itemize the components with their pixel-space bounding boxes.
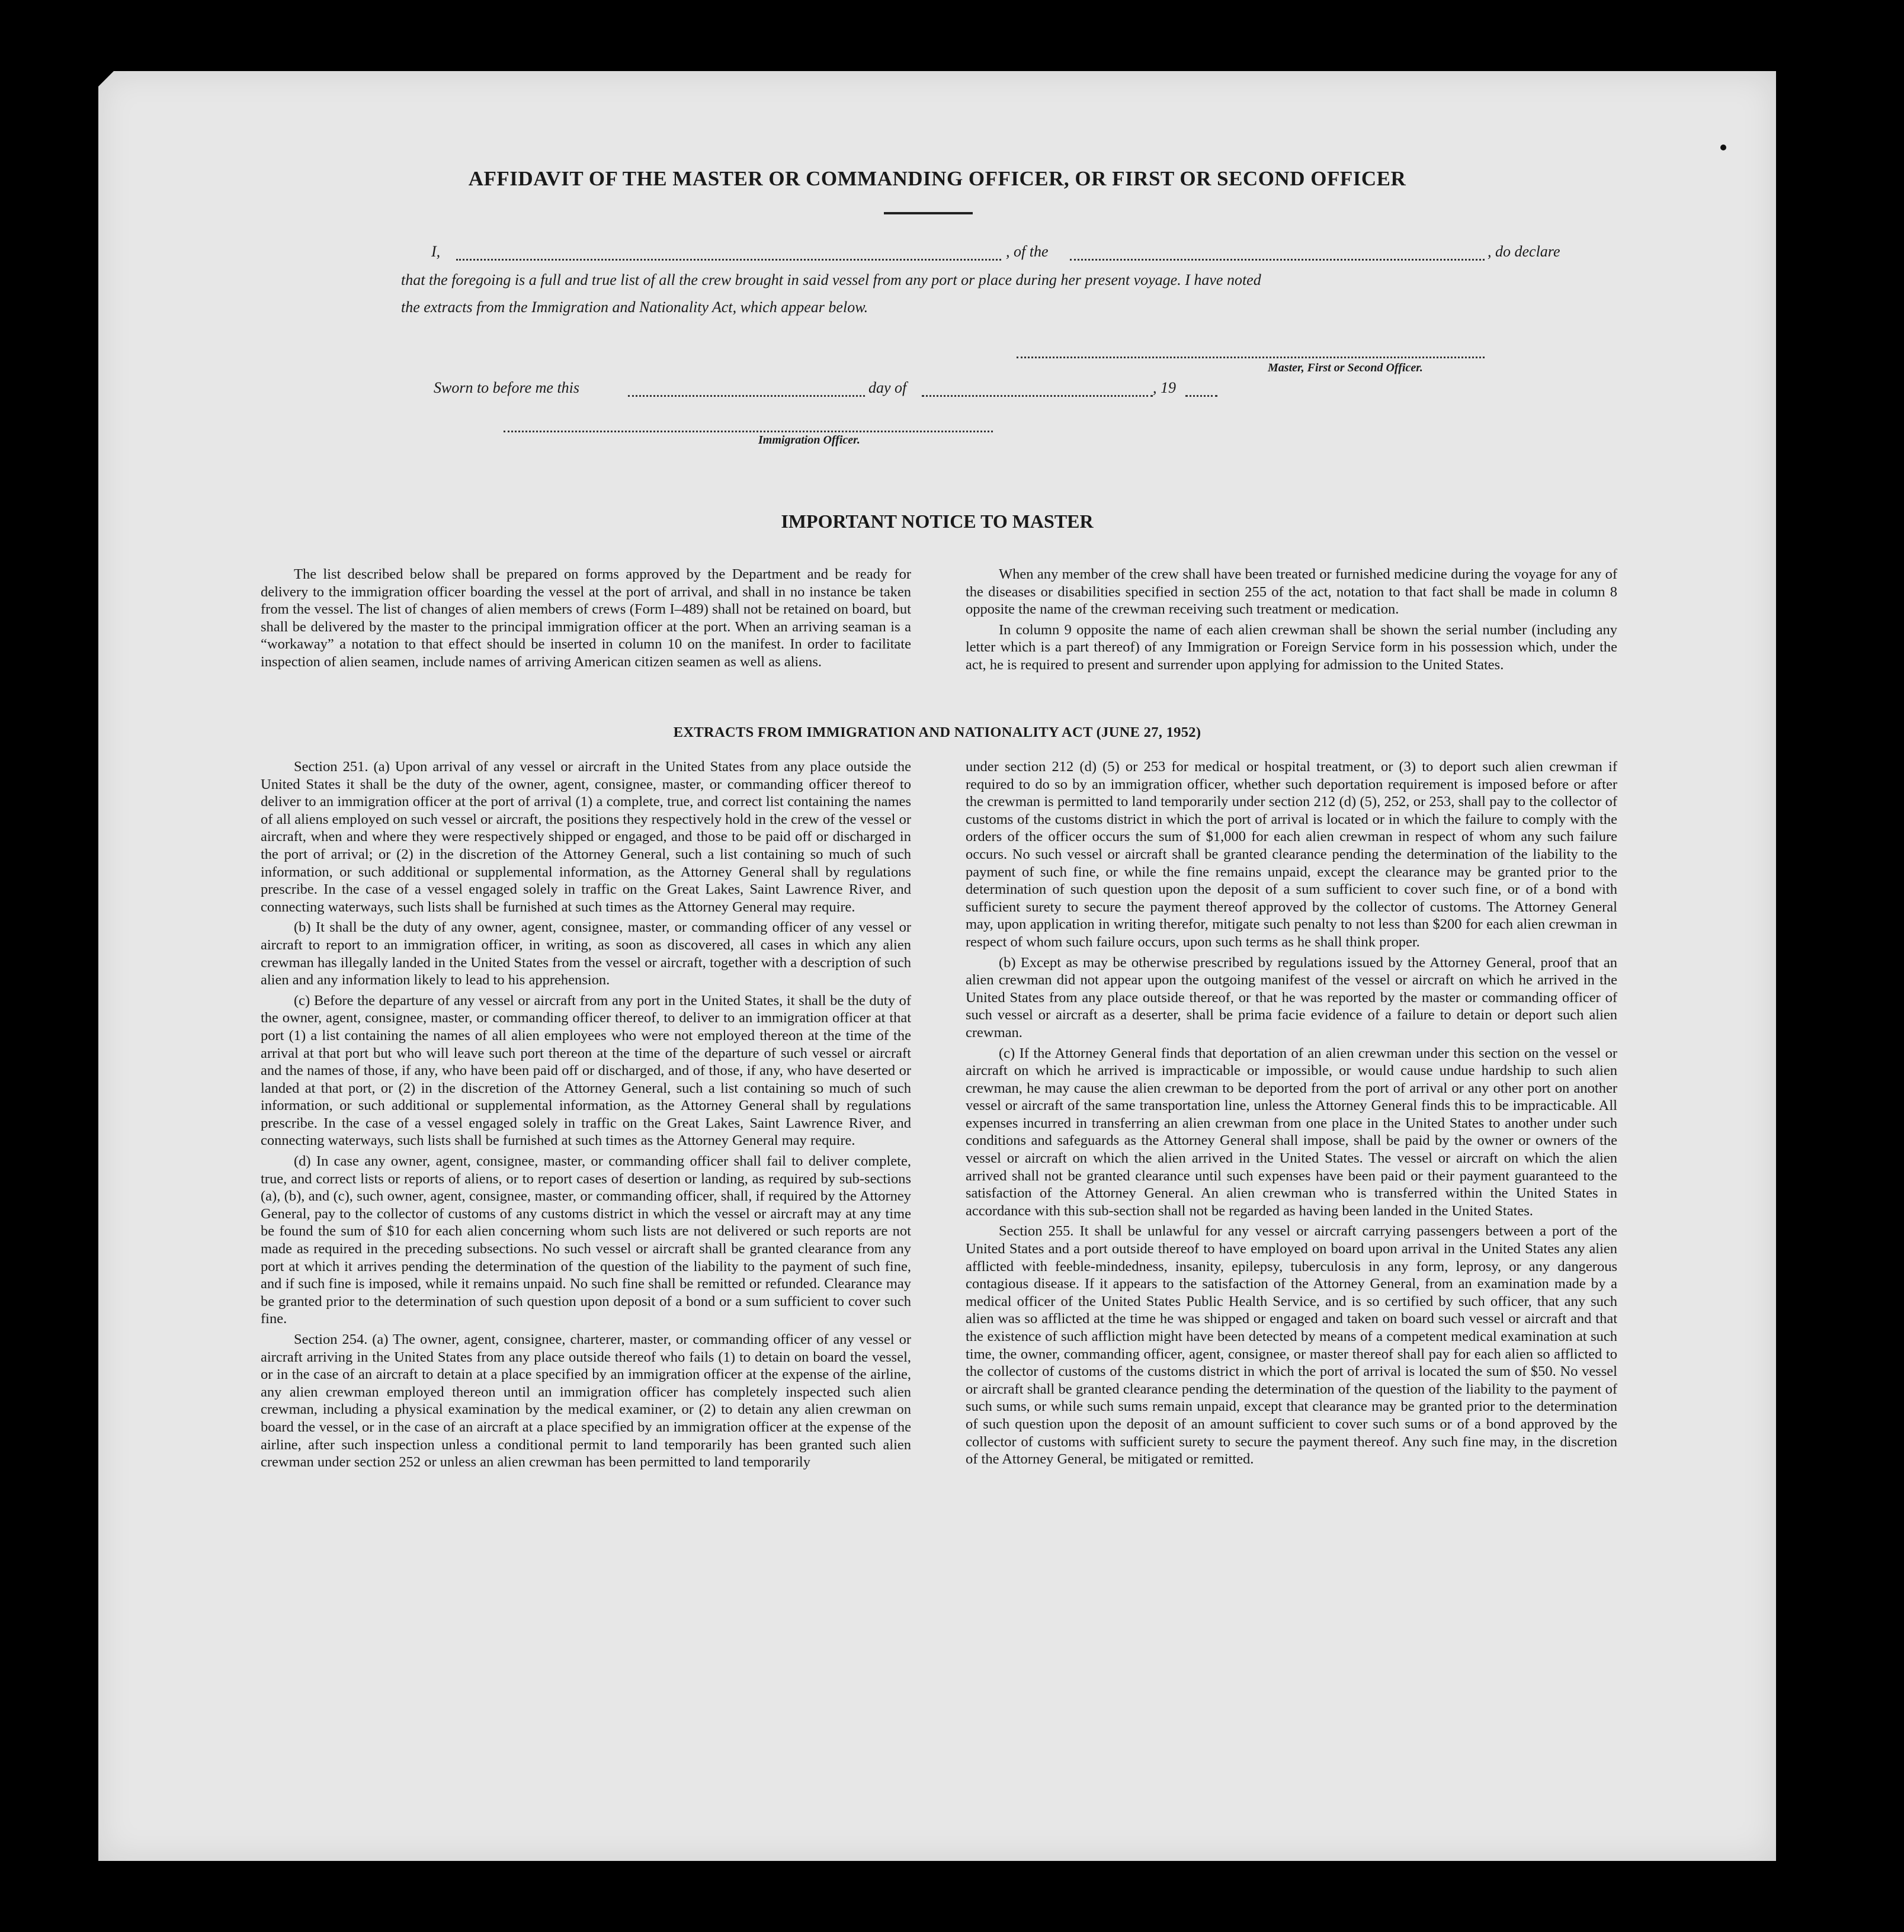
section-251-b: (b) It shall be the duty of any owner, agent, consignee, master, or commanding officer of any vessel or aircraft to report to an immigration officer, in writing, as soon as discovered, all cases in which any alien crewman has illegally landed in the United States from the vessel or aircraft, together with a description of such alien and any information likely to lead to his apprehension. bbox=[261, 919, 911, 989]
title-underline bbox=[884, 212, 973, 214]
section-254-a-continued: under section 212 (d) (5) or 253 for medical or hospital treatment, or (3) to deport such alien crewman if required to do so by an immigration officer, whether such deportation requirement is imposed before or after the crewman is permitted to land temporarily under section 212 (d) (5), 252, or 253, shall pay to the collector of customs of the customs district in which the port of arrival is located or in which the failure to comply with the orders of the officer occurs the sum of $1,000 for each alien crewman in respect of whom any such failure occurs. No such vessel or aircraft shall be granted clearance pending the determination of the liability to the payment of such fine, or while the fine remains unpaid, except the clearance may be granted prior to the determination of such question upon the deposit of a sum sufficient to cover such fine, or of a bond with sufficient surety to secure the payment thereof approved by the collector of customs. The Attorney General may, upon application in writing therefor, mitigate such penalty to not less than $200 for each alien crewman in respect of whom such failure occurs, upon such terms as he shall think proper. bbox=[966, 759, 1617, 950]
vessel-name-field[interactable] bbox=[1070, 259, 1485, 261]
officer-signature-caption: Immigration Officer. bbox=[758, 434, 860, 447]
section-255: Section 255. It shall be unlawful for any vessel or aircraft carrying passengers between a port of the United States and a port outside thereof to have employed on board upon arrival in the United States any alien afflicted with feeble-mindedness, insanity, epilepsy, tuberculosis in any form, leprosy, or any dangerous contagious disease. If it appears to the satisfaction of the Attorney General, from an examination made by a medical officer of the United States Public Health Service, and is so certified by such officer, that any such alien was so afflicted at the time he was shipped or engaged and taken on board such vessel or aircraft and that the existence of such affliction might have been detected by means of a competent medical examination at such time, the owner, commanding officer, agent, consignee, or master thereof shall pay for each alien so afflicted to the collector of customs of the customs district in which the port of arrival is located the sum of $50. No vessel or aircraft shall be granted clearance pending the determination of the question of the liability to the payment of such sums, or while such sums remain unpaid, except that clearance may be granted prior to the determination of such question upon the deposit of an amount sufficient to cover such sums or of a bond approved by the collector of customs with sufficient surety to secure the payment thereof. Any such fine may, in the discretion of the Attorney General, be mitigated or remitted. bbox=[966, 1223, 1617, 1468]
notice-right-paragraph-2: In column 9 opposite the name of each alien crewman shall be shown the serial number (including any letter which is a part thereof) of any Immigration or Foreign Service form in his possession which, under the act, he is required to present and surrender upon applying for admission to the United States. bbox=[966, 621, 1617, 673]
notice-left-column bbox=[261, 566, 911, 674]
document-page bbox=[98, 71, 1776, 1861]
section-251-d: (d) In case any owner, agent, consignee, master, or commanding officer shall fail to deliver complete, true, and correct lists or reports of aliens, or to report cases of desertion or landing, as required by sub-sections (a), (b), and (c), such owner, agent, consignee, master, or commanding officer, shall, if required by the Attorney General, pay to the collector of customs of any customs district in which the vessel or aircraft may at any time be found the sum of $10 for each alien concerning whom such lists are not delivered or such reports are not made as required in the preceding subsections. No such vessel or aircraft shall be granted clearance from any port at which it arrives pending the determination of the question of the liability to the payment of such fine, and if such fine is imposed, while it remains unpaid. No such fine shall be remitted or refunded. Clearance may be granted prior to the determination of such question upon deposit of a bond or a sum sufficient to cover such fine. bbox=[261, 1153, 911, 1327]
sworn-year-field[interactable] bbox=[1185, 395, 1217, 397]
extracts-left-column bbox=[261, 758, 911, 1474]
extracts-title: EXTRACTS FROM IMMIGRATION AND NATIONALITY ACT (JUNE 27, 1952) bbox=[673, 724, 1201, 740]
notice-right-paragraph-1: When any member of the crew shall have been treated or furnished medicine during the voyage for any of the diseases or disabilities specified in section 255 of the act, notation to that fact shall be made in column 8 opposite the name of the crewman receiving such treatment or medication. bbox=[966, 566, 1617, 618]
section-254-a: Section 254. (a) The owner, agent, consignee, charterer, master, or commanding officer of any vessel or aircraft arriving in the United States from any place outside thereof who fails (1) to detain on board the vessel, or in the case of an aircraft to detain at a place specified by an immigration officer at the expense of the airline, any alien crewman employed thereon until an immigration officer has completely inspected such alien crewman, including a physical examination by the medical examiner, or (2) to detain any alien crewman on board the vessel, or in the case of an aircraft at a place specified by an immigration officer at the expense of the airline, after such inspection unless a conditional permit to land temporarily has been granted such alien crewman under section 252 or unless an alien crewman has been permitted to land temporarily bbox=[261, 1331, 911, 1471]
of-the-label: , of the bbox=[1006, 243, 1049, 260]
sworn-month-field[interactable] bbox=[922, 395, 1153, 397]
section-254-c: (c) If the Attorney General finds that deportation of an alien crewman under this section on the vessel or aircraft on which he arrived is impracticable or impossible, or would cause undue hardship to such alien crewman, he may cause the alien crewman to be deported from the port of arrival or any other port on another vessel or aircraft of the same transportation line, unless the Attorney General finds this to be impracticable. All expenses incurred in transferring an alien crewman from one place in the United States to another under such conditions and safeguards as the Attorney General shall impose, shall be paid by the owner or owners of the vessel or aircraft on which the alien arrived in the United States. The vessel or aircraft on which the alien arrived shall not be granted clearance until such expenses have been paid or their payment guaranteed to the satisfaction of the Attorney General. An alien crewman who is transferred within the United States in accordance with this sub-section shall not be regarded as having been landed in the United States. bbox=[966, 1045, 1617, 1219]
section-254-b: (b) Except as may be otherwise prescribed by regulations issued by the Attorney General, proof that an alien crewman did not appear upon the outgoing manifest of the vessel or aircraft on which he arrived in the United States from any place outside thereof, or that he was reported by the master or commanding officer of such vessel or aircraft as a deserter, shall be prima facie evidence of a failure to detain or deport such alien crewman. bbox=[966, 954, 1617, 1041]
declarant-name-field[interactable] bbox=[456, 259, 1001, 261]
paper-corner bbox=[98, 71, 114, 86]
sworn-day-field[interactable] bbox=[628, 395, 865, 397]
notice-left-paragraph: The list described below shall be prepared on forms approved by the Department and be ready for delivery to the immigration officer boarding the vessel at the port of arrival, and shall in no instance be taken from the vessel. The list of changes of alien members of crews (Form I–489) shall not be retained on board, but shall be delivered by the master to the principal immigration officer at the port. When an arriving seaman is a “workaway” a notation to that effect should be inserted in column 10 on the manifest. In order to facilitate inspection of alien seamen, include names of arriving American citizen seamen as well as aliens. bbox=[261, 566, 911, 670]
extracts-right-column bbox=[966, 758, 1617, 1471]
officer-signature-field[interactable] bbox=[504, 431, 993, 432]
declarant-prefix: I, bbox=[431, 243, 441, 260]
year-label: , 19 bbox=[1153, 379, 1176, 396]
declaration-line-3: the extracts from the Immigration and Nationality Act, which appear below. bbox=[401, 299, 868, 316]
sworn-label: Sworn to before me this bbox=[434, 379, 580, 396]
notice-title: IMPORTANT NOTICE TO MASTER bbox=[781, 511, 1094, 532]
notice-right-column bbox=[966, 566, 1617, 677]
master-signature-field[interactable] bbox=[1017, 357, 1485, 358]
day-of-label: day of bbox=[868, 379, 907, 396]
master-signature-caption: Master, First or Second Officer. bbox=[1268, 361, 1423, 374]
section-251-c: (c) Before the departure of any vessel or aircraft from any port in the United States, it shall be the duty of the owner, agent, consignee, master, or commanding officer thereof, to deliver to an immigration officer at that port (1) a list containing the names of all alien employees who were not employed thereon at the time of the arrival at that port but who will leave such port thereon at the time of the departure of such vessel or aircraft and the names of those, if any, who have been paid off or discharged, and of those, if any, who have deserted or landed at that port, or (2) in the discretion of the Attorney General, such a list containing so much of such information, or such additional or supplemental information, as the Attorney General shall by regulations prescribe. In the case of a vessel engaged solely in traffic on the Great Lakes, Saint Lawrence River, and connecting waterways, such lists shall be furnished at such times as the Attorney General may require. bbox=[261, 992, 911, 1149]
section-251-a: Section 251. (a) Upon arrival of any vessel or aircraft in the United States from any place outside the United States it shall be the duty of the owner, agent, consignee, master, or commanding officer thereof to deliver to an immigration officer at the port of arrival (1) a complete, true, and correct list containing the names of all aliens employed on such vessel or aircraft, the positions they respectively hold in the crew of the vessel or aircraft, when and where they were respectively shipped or engaged, and those to be paid off or discharged in the port of arrival; or (2) in the discretion of the Attorney General, such a list containing so much of such information, or such additional or supplemental information, as the Attorney General shall by regulations prescribe. In the case of a vessel engaged solely in traffic on the Great Lakes, Saint Lawrence River, and connecting waterways, such lists shall be furnished at such times as the Attorney General may require. bbox=[261, 759, 911, 915]
declaration-line-2: that the foregoing is a full and true list of all the crew brought in said vessel from any port or place during her present voyage. I have noted bbox=[401, 271, 1261, 288]
do-declare-label: , do declare bbox=[1488, 243, 1560, 260]
affidavit-title: AFFIDAVIT OF THE MASTER OR COMMANDING OFFICER, OR FIRST OR SECOND OFFICER bbox=[468, 167, 1406, 190]
scan-mark bbox=[1720, 145, 1726, 150]
